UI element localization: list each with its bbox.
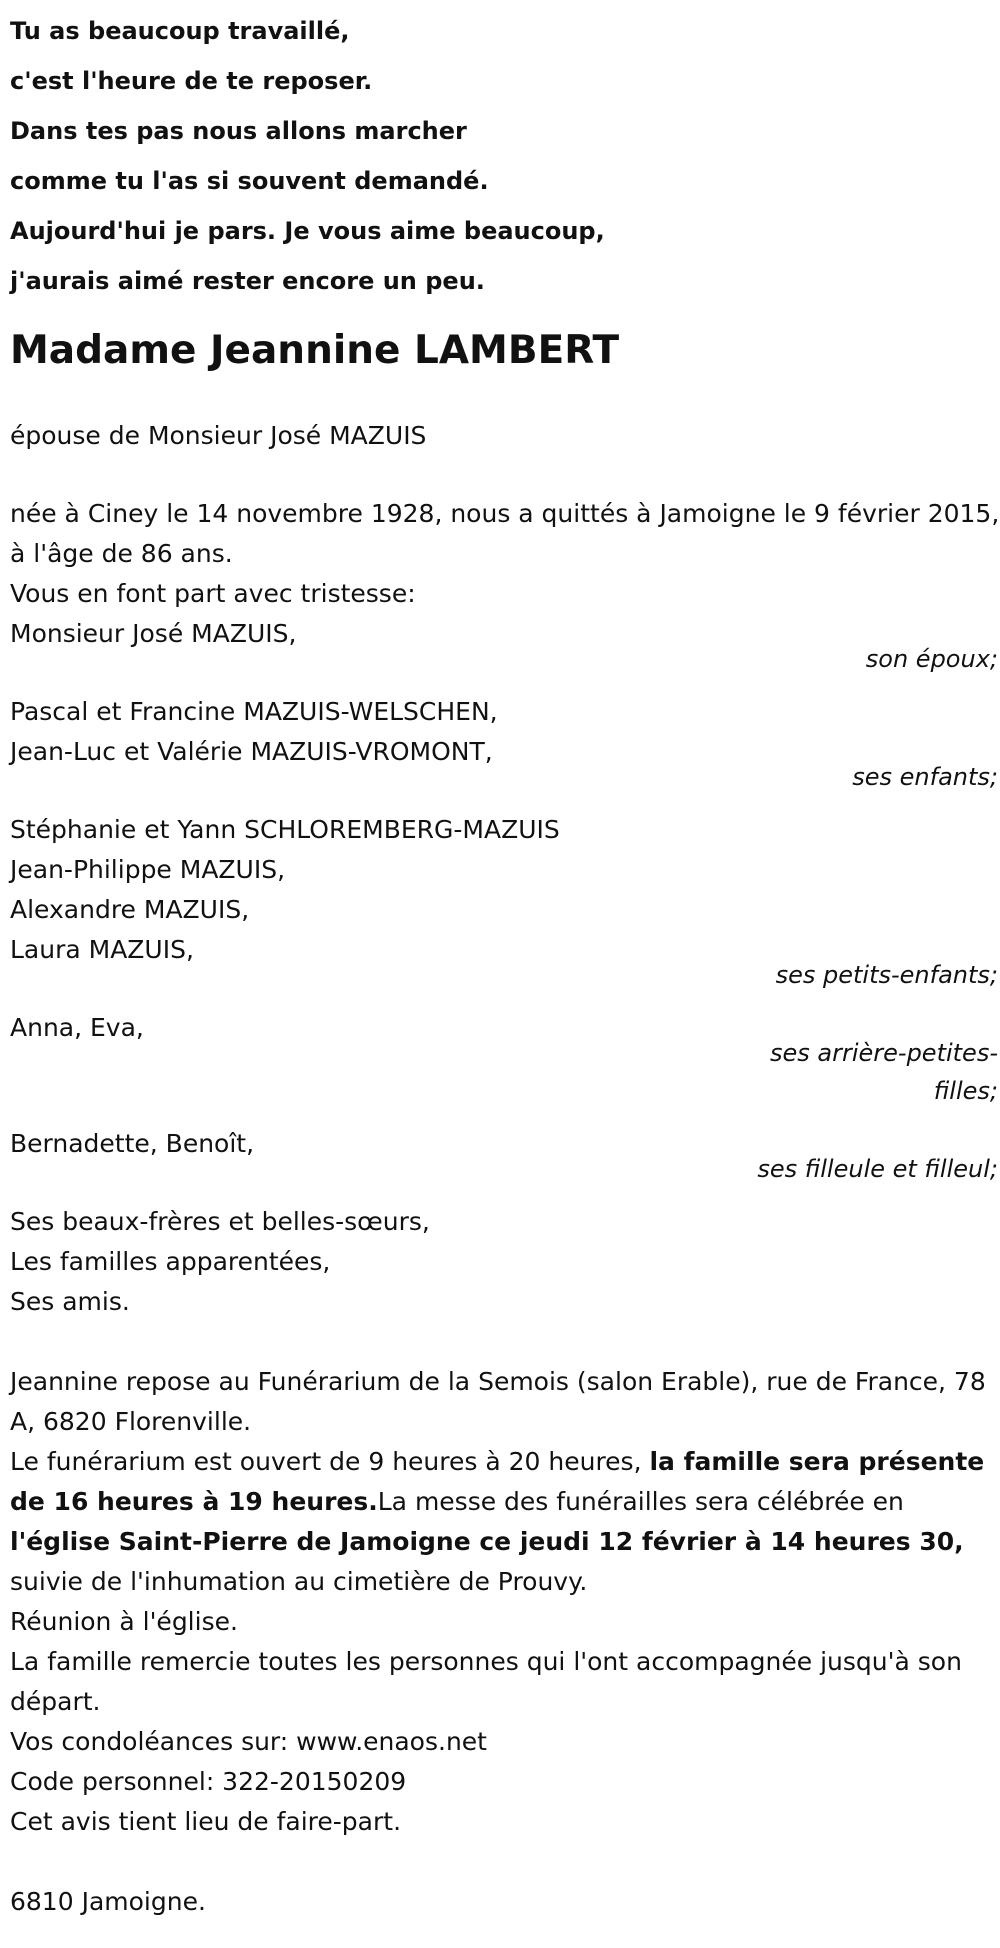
funerarium-text	[10, 1442, 1000, 1602]
funerarium-bold: la famille sera présente de 16 heures à 19 heures.	[10, 1447, 985, 1516]
family-name: Ses amis.	[10, 1287, 130, 1316]
family-role: ses enfants;	[852, 763, 998, 791]
funerarium-part: suivie de l'inhumation au cimetière de Prouvy.	[10, 1567, 588, 1596]
family-name: Jean-Luc et Valérie MAZUIS-VROMONT,	[10, 737, 493, 766]
family-role: ses arrière-petites-filles;	[770, 1039, 998, 1105]
family-godchildren	[10, 1124, 1000, 1188]
location-text: 6810 Jamoigne.	[10, 1887, 206, 1916]
condolences-text: Vos condoléances sur: www.enaos.net	[10, 1727, 487, 1756]
spouse-line: épouse de Monsieur José MAZUIS	[10, 421, 427, 450]
reunion-text: Réunion à l'église.	[10, 1607, 238, 1636]
family-children	[10, 692, 1000, 796]
poem-line: Aujourd'hui je pars. Je vous aime beaucoup,	[10, 217, 605, 245]
family-name: Alexandre MAZUIS,	[10, 895, 250, 924]
family-name: Ses beaux-frères et belles-sœurs,	[10, 1207, 430, 1236]
notice-text: Cet avis tient lieu de faire-part.	[10, 1807, 402, 1836]
family-name: Pascal et Francine MAZUIS-WELSCHEN,	[10, 697, 498, 726]
family-role: ses filleule et filleul;	[757, 1155, 998, 1183]
family-name: Bernadette, Benoît,	[10, 1129, 255, 1158]
family-name: Laura MAZUIS,	[10, 935, 194, 964]
funerarium-part: La messe des funérailles sera célébrée en	[377, 1487, 904, 1516]
family-name: Monsieur José MAZUIS,	[10, 619, 297, 648]
personal-code: Code personnel: 322-20150209	[10, 1767, 407, 1796]
family-name: Les familles apparentées,	[10, 1247, 331, 1276]
repose-text: Jeannine repose au Funérarium de la Semois (salon Erable), rue de France, 78 A, 6820 Florenville.	[10, 1367, 986, 1436]
poem-line: comme tu l'as si souvent demandé.	[10, 167, 489, 195]
family-role: son époux;	[865, 645, 998, 673]
birth-death-text: née à Ciney le 14 novembre 1928, nous a quittés à Jamoigne le 9 février 2015, à l'âge de 86 ans.	[10, 499, 1000, 568]
poem-line: Dans tes pas nous allons marcher	[10, 117, 467, 145]
poem	[10, 0, 1000, 306]
family-role: ses petits-enfants;	[775, 961, 998, 989]
family-great-grandchildren	[10, 1008, 1000, 1110]
family-name: Jean-Philippe MAZUIS,	[10, 855, 286, 884]
funerarium-part: Le funérarium est ouvert de 9 heures à 20 heures,	[10, 1447, 650, 1476]
family-name: Anna, Eva,	[10, 1013, 144, 1042]
funerarium-bold: l'église Saint-Pierre de Jamoigne ce jeudi 12 février à 14 heures 30,	[10, 1527, 964, 1556]
thanks-text: La famille remercie toutes les personnes qui l'ont accompagnée jusqu'à son départ.	[10, 1647, 962, 1716]
poem-line: Tu as beaucoup travaillé,	[10, 17, 350, 45]
family-name: Stéphanie et Yann SCHLOREMBERG-MAZUIS	[10, 815, 560, 844]
deceased-name: Madame Jeannine LAMBERT	[10, 328, 620, 373]
family-grandchildren	[10, 810, 1000, 994]
family-spouse	[10, 614, 1000, 678]
poem-line: j'aurais aimé rester encore un peu.	[10, 267, 485, 295]
family-others	[10, 1202, 1000, 1322]
announcement: Vous en font part avec tristesse:	[10, 579, 416, 608]
poem-line: c'est l'heure de te reposer.	[10, 67, 373, 95]
